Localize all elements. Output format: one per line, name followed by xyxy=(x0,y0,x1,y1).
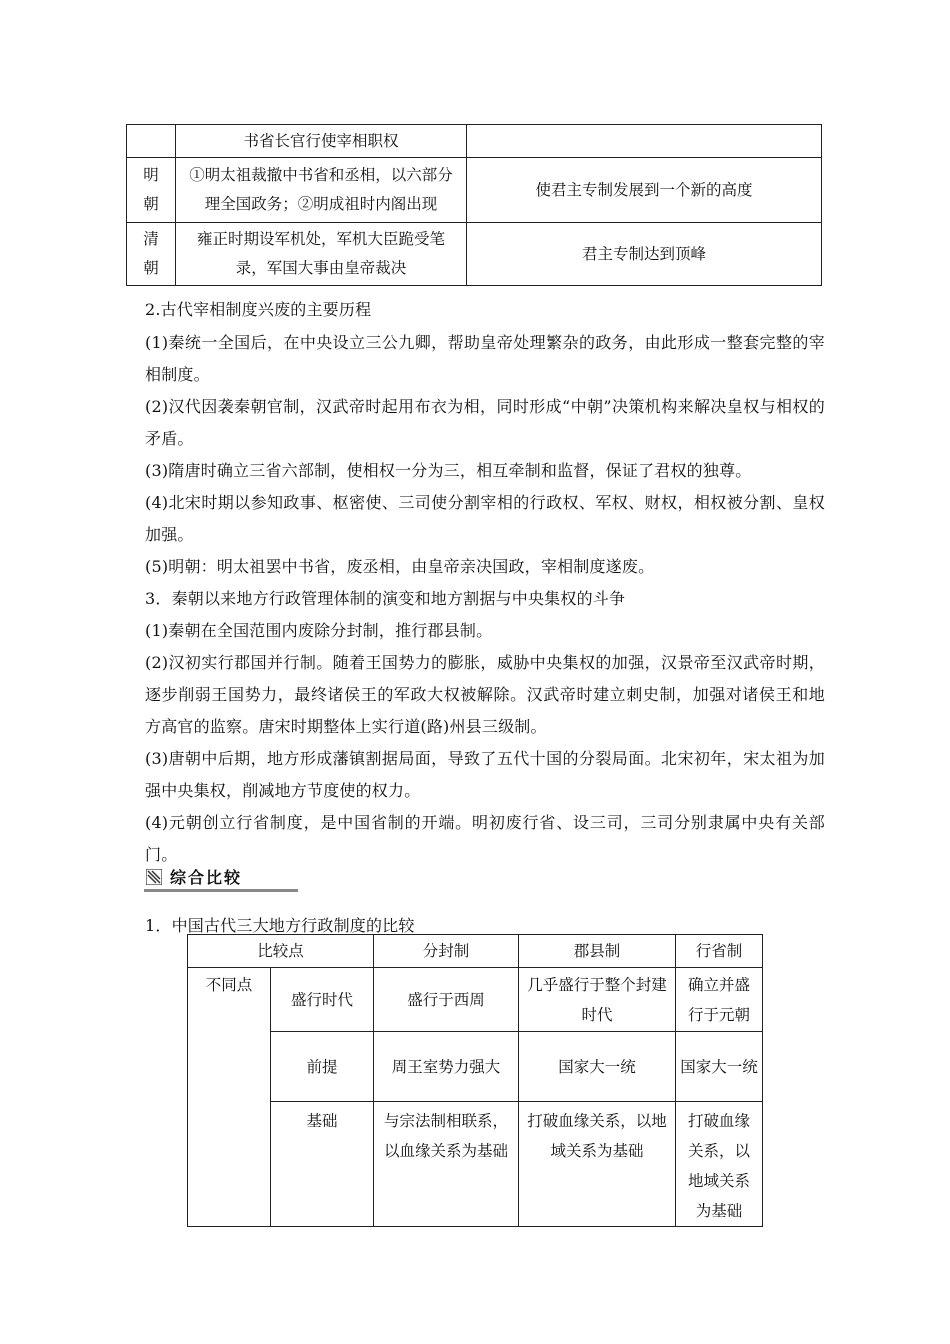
section-heading: 3．秦朝以来地方行政管理体制的演变和地方割据与中央集权的斗争 xyxy=(145,589,626,608)
header-cell: 比较点 xyxy=(188,935,374,968)
comparison-table xyxy=(187,934,763,1227)
paragraph: (4)元朝创立行省制度，是中国省制的开端。明初废行省、设三司，三司分别隶属中央有关部门。 xyxy=(145,813,825,864)
table-header-row xyxy=(188,935,763,968)
table-row xyxy=(188,1102,763,1227)
paragraph: (3)唐朝中后期，地方形成藩镇割据局面，导致了五代十国的分裂局面。北宋初年，宋太祖为加强中央集权，削减地方节度使的权力。 xyxy=(145,749,825,800)
dynasty-cell: 清 朝 xyxy=(127,223,176,286)
xingsheng-cell: 确立并盛行于元朝 xyxy=(676,968,763,1032)
paragraph: (3)隋唐时确立三省六部制，使相权一分为三，相互牵制和监督，保证了君权的独尊。 xyxy=(145,461,752,480)
point-cell: 基础 xyxy=(271,1102,374,1227)
section-heading: 1．中国古代三大地方行政制度的比较 xyxy=(145,916,415,935)
central-system-table xyxy=(126,124,822,286)
dynasty-cell xyxy=(127,125,176,158)
dynasty-cell: 明 朝 xyxy=(127,158,176,223)
fenfeng-cell: 与宗法制相联系，以血缘关系为基础 xyxy=(374,1102,519,1227)
header-cell: 郡县制 xyxy=(519,935,676,968)
paragraph: (2)汉代因袭秦朝官制，汉武帝时起用布衣为相，同时形成“中朝”决策机构来解决皇权与相权的矛盾。 xyxy=(145,397,825,448)
header-cell: 分封制 xyxy=(374,935,519,968)
section-title: 综合比较 xyxy=(170,868,243,887)
fenfeng-cell: 周王室势力强大 xyxy=(374,1032,519,1102)
group-label-cell: 不同点 xyxy=(188,968,271,1227)
table-row xyxy=(188,1032,763,1102)
junxian-cell: 国家大一统 xyxy=(519,1032,676,1102)
table-row xyxy=(127,158,822,223)
table-row xyxy=(127,125,822,158)
diagonal-stripes-icon xyxy=(146,869,162,885)
effect-cell: 君主专制达到顶峰 xyxy=(467,223,822,286)
paragraph: (1)秦朝在全国范围内废除分封制，推行郡县制。 xyxy=(145,621,493,640)
content-cell: ①明太祖裁撤中书省和丞相，以六部分理全国政务；②明成祖时内阁出现 xyxy=(176,158,467,223)
content-cell: 书省长官行使宰相职权 xyxy=(176,125,467,158)
table-row xyxy=(127,223,822,286)
effect-cell: 使君主专制发展到一个新的高度 xyxy=(467,158,822,223)
section-heading: 2.古代宰相制度兴废的主要历程 xyxy=(145,300,372,319)
content-cell: 雍正时期设军机处，军机大臣跪受笔录，军国大事由皇帝裁决 xyxy=(176,223,467,286)
point-cell: 前提 xyxy=(271,1032,374,1102)
fenfeng-cell: 盛行于西周 xyxy=(374,968,519,1032)
paragraph: (4)北宋时期以参知政事、枢密使、三司使分割宰相的行政权、军权、财权，相权被分割、皇权加强。 xyxy=(145,493,825,544)
section-title-block xyxy=(144,866,298,892)
paragraph: (2)汉初实行郡国并行制。随着王国势力的膨胀，威胁中央集权的加强，汉景帝至汉武帝时期，逐步削弱王国势力，最终诸侯王的军政大权被解除。汉武帝时建立刺史制，加强对诸侯王和地方高官的监察。唐宋时期整体上实行道(路)州县三级制。 xyxy=(145,653,825,736)
header-cell: 行省制 xyxy=(676,935,763,968)
junxian-cell: 打破血缘关系，以地域关系为基础 xyxy=(519,1102,676,1227)
xingsheng-cell: 打破血缘关系，以地域关系为基础 xyxy=(676,1102,763,1227)
paragraph: (1)秦统一全国后，在中央设立三公九卿，帮助皇帝处理繁杂的政务，由此形成一整套完整的宰相制度。 xyxy=(145,333,825,384)
table-row xyxy=(188,968,763,1032)
effect-cell xyxy=(467,125,822,158)
junxian-cell: 几乎盛行于整个封建时代 xyxy=(519,968,676,1032)
section-underline xyxy=(144,889,298,892)
paragraph: (5)明朝：明太祖罢中书省，废丞相，由皇帝亲决国政，宰相制度遂废。 xyxy=(145,557,655,576)
xingsheng-cell: 国家大一统 xyxy=(676,1032,763,1102)
point-cell: 盛行时代 xyxy=(271,968,374,1032)
